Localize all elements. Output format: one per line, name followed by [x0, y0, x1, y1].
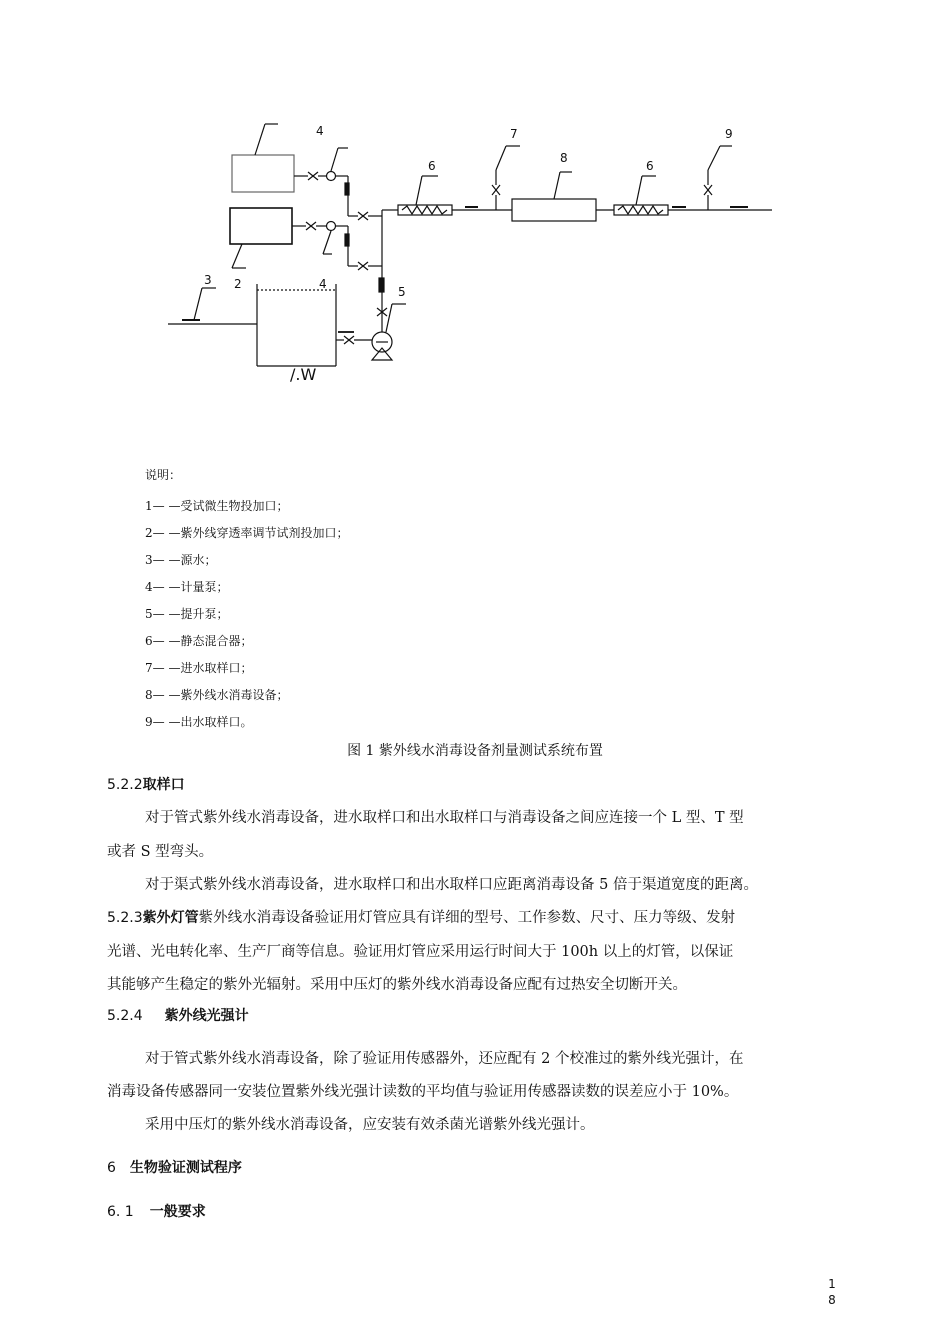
section-heading-6 [107, 1157, 242, 1177]
section-number: 5.2.2 [107, 777, 143, 793]
callout-label: 4 [316, 124, 324, 138]
section-5-2-3-line [107, 906, 847, 927]
callout-label: 8 [560, 151, 568, 165]
legend-item: 4— —计量泵； [145, 580, 229, 594]
section-number: 5.2.4 [107, 1008, 143, 1024]
section-title: 紫外线光强计 [164, 1008, 249, 1024]
section-title: 生物验证测试程序 [129, 1160, 242, 1176]
callout-label: 2 [234, 277, 242, 291]
paragraph-line: 对于管式紫外线水消毒设备，除了验证用传感器外，还应配有 2 个校准过的紫外线光强计，在 [145, 1051, 744, 1067]
section-heading-6-1 [107, 1201, 206, 1221]
section-heading-5-2-4 [107, 1005, 249, 1025]
page-number-digit: 8 [828, 1293, 836, 1307]
section-title: 取样口 [142, 777, 185, 793]
paragraph-line: 对于管式紫外线水消毒设备，进水取样口和出水取样口与消毒设备之间应连接一个 L 型、T 型 [145, 810, 744, 826]
legend-item: 5— —提升泵； [145, 607, 229, 621]
legend-item: 2— —紫外线穿透率调节试剂投加口； [145, 526, 349, 540]
callout-label: 7 [510, 127, 518, 141]
legend-item: 3— —源水； [145, 553, 217, 567]
paragraph-line: 采用中压灯的紫外线水消毒设备，应安装有效杀菌光谱紫外线光强计。 [145, 1117, 595, 1133]
paragraph-line: 或者 S 型弯头。 [107, 844, 214, 860]
callout-label: 5 [398, 285, 406, 299]
callout-label: 9 [725, 127, 733, 141]
callout-label: 6 [428, 159, 436, 173]
paragraph-line: 其能够产生稳定的紫外光辐射。采用中压灯的紫外线水消毒设备应配有过热安全切断开关。 [107, 977, 687, 993]
section-heading-5-2-2 [107, 774, 185, 794]
legend-item: 6— —静态混合器； [145, 634, 253, 648]
page-number [826, 1276, 838, 1308]
paragraph-line: 消毒设备传感器同一安装位置紫外线光强计读数的平均值与验证用传感器读数的误差应小于 10%。 [107, 1084, 739, 1100]
section-number: 6 [107, 1160, 116, 1176]
callout-label: 3 [204, 273, 212, 287]
section-title: 紫外灯管 [142, 910, 199, 926]
paragraph-line: 光谱、光电转化率、生产厂商等信息。验证用灯管应采用运行时间大于 100h 以上的灯管，以保证 [107, 944, 734, 960]
system-layout-diagram [160, 110, 800, 400]
section-number: 6. 1 [107, 1204, 134, 1220]
legend-item: 8— —紫外线水消毒设备； [145, 688, 289, 702]
section-number: 5.2.3 [107, 910, 143, 926]
tank-label: /.W [290, 365, 317, 384]
figure-caption: 图 1 紫外线水消毒设备剂量测试系统布置 [347, 743, 603, 759]
paragraph-text: 紫外线水消毒设备验证用灯管应具有详细的型号、工作参数、尺寸、压力等级、发射 [198, 910, 736, 926]
legend-title: 说明： [145, 468, 182, 482]
callout-label: 4 [319, 277, 327, 291]
callout-label: 6 [646, 159, 654, 173]
legend-item: 9— —出水取样口。 [145, 715, 253, 729]
legend-item: 7— —进水取样口； [145, 661, 253, 675]
legend-item: 1— —受试微生物投加口； [145, 499, 289, 513]
section-title: 一般要求 [149, 1204, 206, 1220]
page-number-digit: 1 [828, 1277, 836, 1291]
paragraph-line: 对于渠式紫外线水消毒设备，进水取样口和出水取样口应距离消毒设备 5 倍于渠道宽度的距离。 [145, 877, 758, 893]
